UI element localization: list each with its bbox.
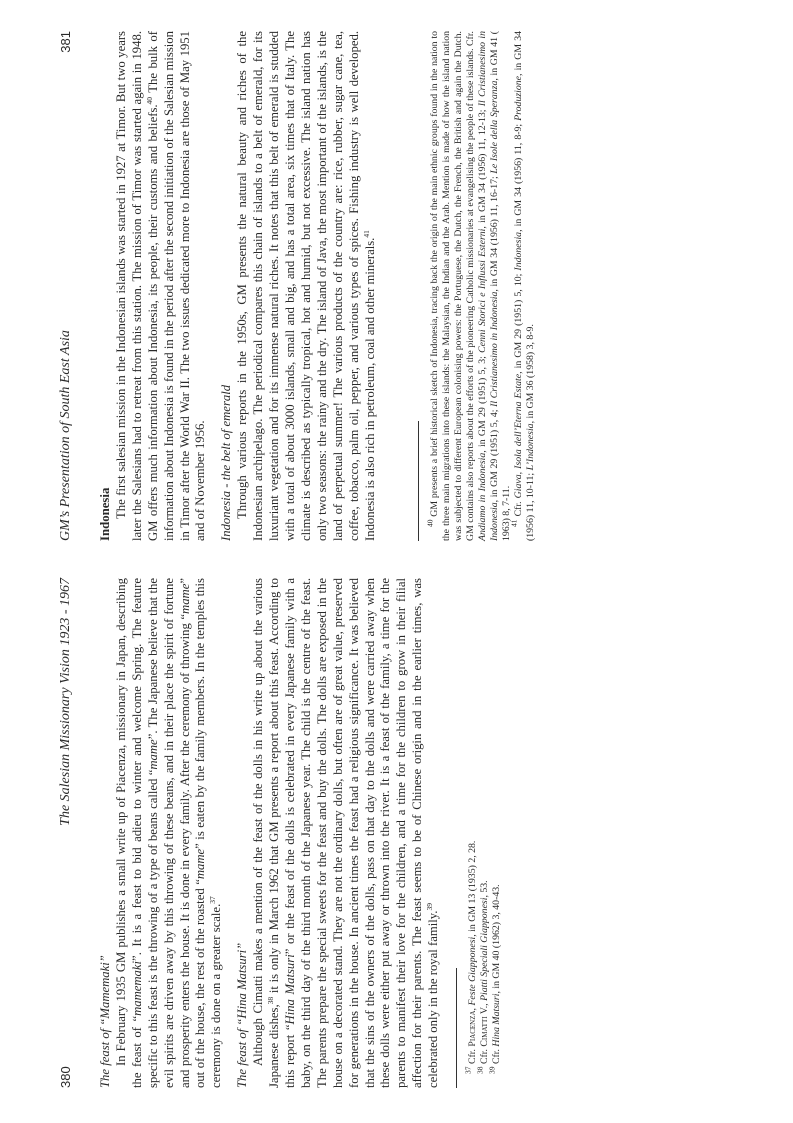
right-page <box>0 31 793 541</box>
footnote-divider <box>418 421 419 541</box>
footnote-ref-39[interactable]: 39 <box>424 903 434 911</box>
footnote-40: $^{40}$ GM presents a brief historical sketch of Indonesia, tracing back the origin of the main ethnic groups found in the nation to the three main migrations into these islands: the Malaysian, the Indian and the Arab. Mention is made of how the island nation was subjected to different European colonising powers: the Portuguese, the Dutch, the French, the British and again the Dutch. GM contains also reports about the efforts of the pioneering Catholic missionaries at evangelising the people of these islands. Cfr. Andiamo in Indonesia, in GM 29 (1951) 5, 3; Cenni Storici e Influssi Esterni, in GM 34 (1956) 11, 12-13; Il Cristianesimo in Indonesia, in GM 29 (1951) 5, 4; Il Cristianesimo in Indonesia, in GM 34 (1956) 11, 16-17; Le Isole della Speranza, in GM 41 ( 1963) 8, 7-11. <box>426 31 513 541</box>
left-footnotes <box>463 578 503 1088</box>
footnote-ref-37[interactable]: 37 <box>208 896 218 904</box>
left-page-header <box>58 578 80 1088</box>
paragraph-mamemaki: In February 1935 GM publishes a small write up of Piacenza, missionary in Japan, describing the feast of “mamemaki”. It is a feast to bid adieu to winter and welcome Spring. The feature specific to this feast is the throwing of a type of beans called “mame”. The Japanese believe that the evil spirits are driven away by this throwing of these beans, and in their place the spirit of fortune and prosperity enters the house. It is done in every family. After the ceremony of throwing “mame” out of the house, the rest of the roasted “mame” is eaten by the family members. In the temples this ceremony is done on a greater scale.$^{37}$ <box>113 577 224 1088</box>
paragraph-indonesia-intro: The first salesian mission in the Indonesian islands was started in 1927 at Timor. But two years later the Salesians had to retreat from this station. The mission of Timor was started again in 1948. GM offers much information about Indonesia, its people, their customs and beliefs.$^{40}$ The bulk of information about Indonesia is found in the period after the second initiation of the Salesian mission in Timor after the World War II. The two issues dedicated more to Indonesia are those of May 1951 and of November 1956. <box>113 30 208 541</box>
left-running-head: The Salesian Missionary Vision 1923 - 1967 <box>58 578 73 826</box>
footnote-divider <box>456 968 457 1088</box>
footnote-ref-41[interactable]: 41 <box>361 230 371 238</box>
footnote-38: $^{38}$ Cfr. Cimatti V., Piatti Speciali Giapponesi, 53. <box>475 880 491 1074</box>
left-page <box>0 578 793 1088</box>
right-footnotes <box>426 31 537 541</box>
paragraph-hina-matsuri: Although Cimatti makes a mention of the feast of the dolls in his write up about the various Japanese dishes,$^{38}$ it is only in March 1962 that GM presents a report about this feast. According to this report “Hina Matsuri” or the feast of the dolls is celebrated in every Japanese family with a baby, on the third day of the third month of the Japanese year. The child is the centre of the feast. The parents prepare the special sweets for the feast and buy the dolls. The dolls are exposed in the house on a decorated stand. They are not the ordinary dolls, but often are of great value, preserved for generations in the house. In ancient times the feast had a religious significance. It was believed that the sins of the owners of the dolls, pass on that day to the dolls and were carried away when these dolls were either put away or thrown into the river. It is a feast of the family, a time for the parents to manifest their love for the children, and a time for the children to grow in their filial affection for their parents. The feast seems to be of Chinese origin and in the earlier times, was celebrated only in the royal family.$^{39}$ <box>251 577 441 1088</box>
left-page-number: 380 <box>58 1066 73 1088</box>
section-heading-hina-matsuri: The feast of “Hina Matsuri” <box>235 942 250 1088</box>
right-page-body <box>98 31 537 541</box>
right-running-head: GM’s Presentation of South East Asia <box>58 330 73 541</box>
footnote-41: $^{41}$ Cfr. Giava, Isola dell’Eterna Estate, in GM 29 (1951) 5, 10; Indonesia, in GM 34 (1956) 11, 8-9; Produzione, in GM 34 (1956) 11, 10-11; L’Indonesia, in GM 36 (1958) 3, 8-9. <box>510 31 537 541</box>
footnote-ref-40[interactable]: 40 <box>144 96 154 105</box>
right-page-number: 381 <box>58 31 73 53</box>
footnote-39: $^{39}$ Cfr. Hina Matsuri, in GM 40 (1962) 3, 40-43. <box>487 884 503 1074</box>
right-page-header <box>58 31 80 541</box>
subheading-belt-of-emerald: Indonesia - the belt of emerald <box>219 384 234 541</box>
left-page-body <box>98 578 503 1088</box>
paragraph-belt-of-emerald: Through various reports in the 1950s, GM presents the natural beauty and riches of the Indonesian archipelago. The periodical compares this chain of islands to a belt of emerald, for its luxuriant vegetation and for its immense natural riches. It notes that this belt of emerald is studded with a total of about 3000 islands, small and big, and has a total area, six times that of Italy. The climate is described as typically tropical, hot and humid, but not excessive. The island nation has only two seasons: the rainy and the dry. The island of Java, the most important of the islands, is the land of perpetual summer! The various products of the country are: rice, rubber, sugar cane, tea, coffee, tobacco, palm oil, pepper, and various types of spices. Fishing industry is well developed. Indonesia is also rich in petroleum, coal and other minerals.$^{41}$ <box>235 31 377 541</box>
section-heading-mamemaki: The feast of “Mamemaki” <box>98 955 112 1088</box>
footnote-37: $^{37}$ Cfr. Piacenza, Feste Giapponesi, in GM 13 (1935) 2, 28. <box>463 840 479 1074</box>
footnote-ref-38[interactable]: 38 <box>265 996 275 1005</box>
section-heading-indonesia: Indonesia <box>98 487 112 541</box>
